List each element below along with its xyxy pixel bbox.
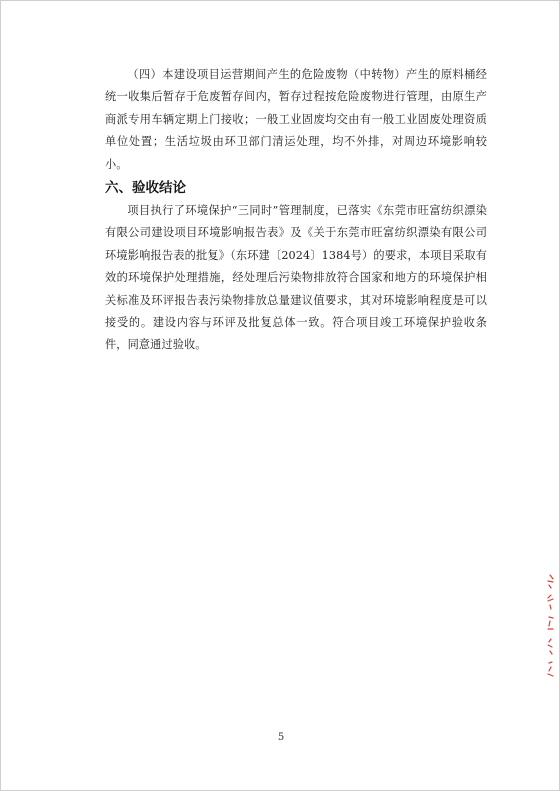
document-body: [105, 64, 487, 357]
seal-stamp-fragment: [542, 571, 558, 681]
page-number: 5: [277, 732, 285, 743]
section-heading-acceptance-conclusion: 六、验收结论: [105, 180, 186, 197]
paragraph-acceptance-conclusion: 项目执行了环境保护“三同时”管理制度，已落实《东莞市旺富纺织漂染有限公司建设项目环境影响报告表》及《关于东莞市旺富纺织漂染有限公司环境影响报告表的批复》（东环建〔2024〕1384号）的要求，本项目采取有效的环境保护处理措施，经处理后污染物排放符合国家和地方的环境保护相关标准及环评报告表污染物排放总量建议值要求，其对环境影响程度是可以接受的。建设内容与环评及批复总体一致。符合项目竣工环境保护验收条件，同意通过验收。: [105, 204, 487, 352]
paragraph-hazardous-waste: （四）本建设项目运营期间产生的危险废物（中转物）产生的原料桶经统一收集后暂存于危废暂存间内，暂存过程按危险废物进行管理，由原生产商派专用车辆定期上门接收；一般工业固废均交由有一般工业固废处理资质单位处置；生活垃圾由环卫部门清运处理，均不外排，对周边环境影响较小。: [105, 68, 487, 171]
seal-stamp-icon: [542, 571, 558, 681]
